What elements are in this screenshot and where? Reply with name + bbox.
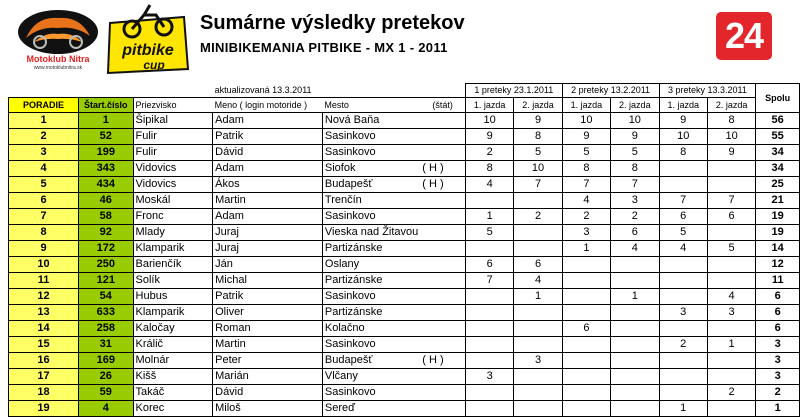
table-row bbox=[9, 225, 800, 241]
city-cell: Partizánske bbox=[322, 305, 420, 321]
name-cell: Dávid bbox=[213, 385, 323, 401]
state-cell bbox=[420, 241, 465, 257]
table-row bbox=[9, 113, 800, 129]
city-cell: Vieska nad Žitavou bbox=[322, 225, 420, 241]
total-points-cell: 19 bbox=[756, 209, 800, 225]
city-cell: Vlčany bbox=[322, 369, 420, 385]
race-1-ride-2-points bbox=[514, 225, 562, 241]
surname-cell: Solík bbox=[133, 273, 213, 289]
start-number-cell: 26 bbox=[79, 369, 134, 385]
race-3-ride-1-points bbox=[659, 289, 707, 305]
surname-cell: Vidovics bbox=[133, 161, 213, 177]
city-cell: Sasinkovo bbox=[322, 145, 420, 161]
race-2-ride-1-points: 8 bbox=[562, 161, 610, 177]
position-cell: 14 bbox=[9, 321, 79, 337]
total-points-cell: 3 bbox=[756, 337, 800, 353]
position-cell: 19 bbox=[9, 401, 79, 417]
state-cell bbox=[420, 145, 465, 161]
race-3-ride-1-points: 9 bbox=[659, 113, 707, 129]
table-row bbox=[9, 177, 800, 193]
results-table bbox=[8, 83, 800, 417]
race-3-ride-1-points bbox=[659, 321, 707, 337]
position-cell: 6 bbox=[9, 193, 79, 209]
surname-cell: Klamparik bbox=[133, 305, 213, 321]
start-number-header: Štart.číslo bbox=[79, 98, 134, 113]
surname-cell: Korec bbox=[133, 401, 213, 417]
state-cell bbox=[420, 369, 465, 385]
race-1-ride-2-points: 6 bbox=[514, 257, 562, 273]
position-cell: 17 bbox=[9, 369, 79, 385]
race-3-ride-1-points bbox=[659, 353, 707, 369]
race-3-ride-1-points bbox=[659, 385, 707, 401]
state-cell bbox=[420, 193, 465, 209]
race-2-ride-1-points: 10 bbox=[562, 113, 610, 129]
race-1-ride-1-points bbox=[465, 337, 513, 353]
race-3-ride-2-points bbox=[707, 177, 755, 193]
race-2-ride-1-points bbox=[562, 353, 610, 369]
total-points-cell: 21 bbox=[756, 193, 800, 209]
race-2-ride-2-points bbox=[611, 257, 659, 273]
motoklub-nitra-logo bbox=[16, 8, 100, 70]
race-2-ride-2-points bbox=[611, 353, 659, 369]
start-number-cell: 633 bbox=[79, 305, 134, 321]
position-cell: 5 bbox=[9, 177, 79, 193]
state-cell bbox=[420, 273, 465, 289]
city-cell: Sereď bbox=[322, 401, 420, 417]
position-cell: 11 bbox=[9, 273, 79, 289]
city-cell: Sasinkovo bbox=[322, 129, 420, 145]
race-2-ride-2-points bbox=[611, 385, 659, 401]
race-1-ride-1-points: 2 bbox=[465, 145, 513, 161]
race-2-ride-1-points bbox=[562, 369, 610, 385]
total-points-cell: 6 bbox=[756, 305, 800, 321]
name-cell: Juraj bbox=[213, 241, 323, 257]
state-cell bbox=[420, 337, 465, 353]
table-row bbox=[9, 289, 800, 305]
table-row bbox=[9, 369, 800, 385]
race-1-ride-2-points bbox=[514, 305, 562, 321]
surname-cell: Takáč bbox=[133, 385, 213, 401]
city-cell: Sasinkovo bbox=[322, 289, 420, 305]
surname-cell: Kišš bbox=[133, 369, 213, 385]
race-1-ride-2-points bbox=[514, 321, 562, 337]
table-row bbox=[9, 193, 800, 209]
race-1-ride-1-points: 3 bbox=[465, 369, 513, 385]
start-number-cell: 121 bbox=[79, 273, 134, 289]
name-cell: Marián bbox=[213, 369, 323, 385]
race-3-ride-1-points bbox=[659, 161, 707, 177]
race-3-ride-2-points bbox=[707, 353, 755, 369]
name-cell: Ákos bbox=[213, 177, 323, 193]
position-cell: 3 bbox=[9, 145, 79, 161]
race-2-ride-2-points: 9 bbox=[611, 129, 659, 145]
total-points-cell: 6 bbox=[756, 289, 800, 305]
name-cell: Martin bbox=[213, 337, 323, 353]
race-2-ride-1-points: 3 bbox=[562, 225, 610, 241]
total-points-cell: 25 bbox=[756, 177, 800, 193]
surname-cell: Klamparik bbox=[133, 241, 213, 257]
race-1-ride-1-points bbox=[465, 289, 513, 305]
race-1-ride-1-points: 6 bbox=[465, 257, 513, 273]
surname-cell: Šipikal bbox=[133, 113, 213, 129]
race-3-ride-1-points bbox=[659, 273, 707, 289]
race-3-ride-1-points: 2 bbox=[659, 337, 707, 353]
race-1-ride-2-points bbox=[514, 369, 562, 385]
race-1-ride-1-header: 1. jazda bbox=[465, 98, 513, 113]
race-3-ride-1-points bbox=[659, 177, 707, 193]
race-1-ride-1-points bbox=[465, 353, 513, 369]
race-3-ride-2-points bbox=[707, 369, 755, 385]
svg-text:cup: cup bbox=[143, 58, 165, 72]
total-points-cell: 2 bbox=[756, 385, 800, 401]
name-cell: Adam bbox=[213, 113, 323, 129]
table-row bbox=[9, 337, 800, 353]
position-cell: 7 bbox=[9, 209, 79, 225]
race-3-header: 3 preteky 13.3.2011 bbox=[659, 84, 756, 98]
surname-cell: Fronc bbox=[133, 209, 213, 225]
svg-text:Motoklub Nitra: Motoklub Nitra bbox=[26, 54, 90, 64]
race-2-ride-2-points bbox=[611, 369, 659, 385]
race-1-ride-1-points bbox=[465, 305, 513, 321]
race-1-ride-1-points: 7 bbox=[465, 273, 513, 289]
city-cell: Siofok bbox=[322, 161, 420, 177]
name-cell: Patrik bbox=[213, 129, 323, 145]
state-cell: ( H ) bbox=[420, 177, 465, 193]
start-number-cell: 169 bbox=[79, 353, 134, 369]
race-3-ride-1-points: 5 bbox=[659, 225, 707, 241]
race-3-ride-2-points: 6 bbox=[707, 209, 755, 225]
svg-text:pitbike: pitbike bbox=[122, 42, 174, 59]
race-3-ride-2-points: 3 bbox=[707, 305, 755, 321]
total-points-cell: 19 bbox=[756, 225, 800, 241]
table-row bbox=[9, 385, 800, 401]
table-row bbox=[9, 161, 800, 177]
race-1-ride-2-points: 8 bbox=[514, 129, 562, 145]
race-1-ride-1-points: 10 bbox=[465, 113, 513, 129]
name-cell: Martin bbox=[213, 193, 323, 209]
table-row bbox=[9, 305, 800, 321]
race-2-ride-1-points bbox=[562, 337, 610, 353]
race-3-ride-1-points: 7 bbox=[659, 193, 707, 209]
position-cell: 4 bbox=[9, 161, 79, 177]
name-cell: Michal bbox=[213, 273, 323, 289]
race-1-ride-2-points bbox=[514, 385, 562, 401]
race-1-ride-2-points: 9 bbox=[514, 113, 562, 129]
total-points-cell: 55 bbox=[756, 129, 800, 145]
poradie-header: PORADIE bbox=[9, 98, 79, 113]
race-2-ride-2-points bbox=[611, 337, 659, 353]
state-cell bbox=[420, 225, 465, 241]
race-3-ride-1-points bbox=[659, 369, 707, 385]
race-2-ride-2-points: 10 bbox=[611, 113, 659, 129]
race-2-ride-1-points bbox=[562, 385, 610, 401]
race-2-ride-2-points: 5 bbox=[611, 145, 659, 161]
race-2-ride-1-points: 7 bbox=[562, 177, 610, 193]
total-header: Spolu bbox=[756, 84, 800, 113]
race-3-ride-2-points bbox=[707, 321, 755, 337]
page-subtitle: MINIBIKEMANIA PITBIKE - MX 1 - 2011 bbox=[200, 40, 448, 55]
race-3-ride-2-points bbox=[707, 161, 755, 177]
race-3-ride-2-points: 7 bbox=[707, 193, 755, 209]
race-3-ride-1-points bbox=[659, 257, 707, 273]
race-1-ride-2-points bbox=[514, 193, 562, 209]
page-title: Sumárne výsledky pretekov bbox=[200, 12, 465, 34]
state-cell bbox=[420, 209, 465, 225]
state-cell bbox=[420, 289, 465, 305]
state-cell bbox=[420, 385, 465, 401]
tv24-logo-badge: 24 bbox=[716, 12, 772, 60]
race-2-ride-2-header: 2. jazda bbox=[611, 98, 659, 113]
total-points-cell: 12 bbox=[756, 257, 800, 273]
race-1-ride-2-points bbox=[514, 241, 562, 257]
total-points-cell: 34 bbox=[756, 161, 800, 177]
race-1-ride-2-header: 2. jazda bbox=[514, 98, 562, 113]
race-2-ride-2-points: 6 bbox=[611, 225, 659, 241]
race-3-ride-1-header: 1. jazda bbox=[659, 98, 707, 113]
race-3-ride-2-points: 2 bbox=[707, 385, 755, 401]
race-3-ride-2-points: 1 bbox=[707, 337, 755, 353]
state-cell: ( H ) bbox=[420, 161, 465, 177]
surname-cell: Kaločay bbox=[133, 321, 213, 337]
city-cell: Sasinkovo bbox=[322, 385, 420, 401]
race-2-ride-2-points: 1 bbox=[611, 289, 659, 305]
start-number-cell: 1 bbox=[79, 113, 134, 129]
header-row-columns bbox=[9, 98, 800, 113]
surname-header: Priezvisko bbox=[133, 98, 213, 113]
position-cell: 1 bbox=[9, 113, 79, 129]
race-3-ride-2-header: 2. jazda bbox=[707, 98, 755, 113]
race-2-ride-1-points bbox=[562, 257, 610, 273]
table-row bbox=[9, 209, 800, 225]
total-points-cell: 34 bbox=[756, 145, 800, 161]
name-cell: Patrik bbox=[213, 289, 323, 305]
city-cell: Kolačno bbox=[322, 321, 420, 337]
header-row-races bbox=[9, 84, 800, 98]
race-2-ride-1-points bbox=[562, 289, 610, 305]
position-cell: 2 bbox=[9, 129, 79, 145]
surname-cell: Molnár bbox=[133, 353, 213, 369]
start-number-cell: 172 bbox=[79, 241, 134, 257]
state-cell bbox=[420, 321, 465, 337]
total-points-cell: 6 bbox=[756, 321, 800, 337]
race-1-ride-2-points: 4 bbox=[514, 273, 562, 289]
state-header: (štát) bbox=[420, 98, 465, 113]
position-cell: 12 bbox=[9, 289, 79, 305]
state-cell bbox=[420, 113, 465, 129]
race-2-ride-1-points: 6 bbox=[562, 321, 610, 337]
table-row bbox=[9, 129, 800, 145]
name-cell: Roman bbox=[213, 321, 323, 337]
start-number-cell: 58 bbox=[79, 209, 134, 225]
name-cell: Juraj bbox=[213, 225, 323, 241]
race-1-ride-1-points: 1 bbox=[465, 209, 513, 225]
surname-cell: Mlady bbox=[133, 225, 213, 241]
race-3-ride-1-points: 8 bbox=[659, 145, 707, 161]
surname-cell: Fulir bbox=[133, 145, 213, 161]
race-2-ride-1-points: 9 bbox=[562, 129, 610, 145]
race-3-ride-1-points: 1 bbox=[659, 401, 707, 417]
race-2-ride-1-points: 5 bbox=[562, 145, 610, 161]
race-1-ride-2-points: 1 bbox=[514, 289, 562, 305]
race-3-ride-2-points bbox=[707, 257, 755, 273]
race-1-ride-1-points bbox=[465, 241, 513, 257]
table-row bbox=[9, 321, 800, 337]
state-cell: ( H ) bbox=[420, 353, 465, 369]
total-points-cell: 3 bbox=[756, 353, 800, 369]
race-3-ride-1-points: 6 bbox=[659, 209, 707, 225]
race-3-ride-2-points: 8 bbox=[707, 113, 755, 129]
race-3-ride-1-points: 10 bbox=[659, 129, 707, 145]
race-1-header: 1 preteky 23.1.2011 bbox=[465, 84, 562, 98]
city-cell: Oslany bbox=[322, 257, 420, 273]
race-2-header: 2 preteky 13.2.2011 bbox=[562, 84, 659, 98]
race-1-ride-1-points: 9 bbox=[465, 129, 513, 145]
race-3-ride-2-points: 4 bbox=[707, 289, 755, 305]
updated-label: aktualizovaná 13.3.2011 bbox=[214, 84, 312, 95]
city-cell: Budapešť bbox=[322, 177, 420, 193]
city-cell: Partizánske bbox=[322, 241, 420, 257]
race-1-ride-1-points: 4 bbox=[465, 177, 513, 193]
race-3-ride-2-points: 5 bbox=[707, 241, 755, 257]
race-1-ride-2-points: 10 bbox=[514, 161, 562, 177]
pitbike-cup-logo bbox=[104, 3, 190, 75]
city-cell: Nová Baňa bbox=[322, 113, 420, 129]
race-2-ride-2-points: 8 bbox=[611, 161, 659, 177]
race-2-ride-1-points: 1 bbox=[562, 241, 610, 257]
race-2-ride-1-points: 2 bbox=[562, 209, 610, 225]
position-cell: 16 bbox=[9, 353, 79, 369]
table-row bbox=[9, 257, 800, 273]
surname-cell: Barienčík bbox=[133, 257, 213, 273]
surname-cell: Fulir bbox=[133, 129, 213, 145]
start-number-cell: 258 bbox=[79, 321, 134, 337]
race-1-ride-1-points: 8 bbox=[465, 161, 513, 177]
position-cell: 15 bbox=[9, 337, 79, 353]
city-header: Mesto bbox=[322, 98, 420, 113]
race-1-ride-2-points: 7 bbox=[514, 177, 562, 193]
race-1-ride-1-points bbox=[465, 193, 513, 209]
city-cell: Sasinkovo bbox=[322, 209, 420, 225]
results-body bbox=[9, 113, 800, 417]
total-points-cell: 3 bbox=[756, 369, 800, 385]
start-number-cell: 54 bbox=[79, 289, 134, 305]
start-number-cell: 434 bbox=[79, 177, 134, 193]
race-1-ride-1-points bbox=[465, 321, 513, 337]
svg-text:www.motoklubnitra.sk: www.motoklubnitra.sk bbox=[33, 65, 83, 70]
table-row bbox=[9, 241, 800, 257]
race-2-ride-1-points: 4 bbox=[562, 193, 610, 209]
start-number-cell: 92 bbox=[79, 225, 134, 241]
city-cell: Budapešť bbox=[322, 353, 420, 369]
race-3-ride-1-points: 4 bbox=[659, 241, 707, 257]
total-points-cell: 56 bbox=[756, 113, 800, 129]
position-cell: 18 bbox=[9, 385, 79, 401]
table-row bbox=[9, 353, 800, 369]
start-number-cell: 46 bbox=[79, 193, 134, 209]
start-number-cell: 4 bbox=[79, 401, 134, 417]
race-1-ride-1-points bbox=[465, 385, 513, 401]
race-2-ride-1-points bbox=[562, 273, 610, 289]
race-1-ride-1-points: 5 bbox=[465, 225, 513, 241]
race-3-ride-2-points: 10 bbox=[707, 129, 755, 145]
start-number-cell: 250 bbox=[79, 257, 134, 273]
start-number-cell: 199 bbox=[79, 145, 134, 161]
name-cell: Peter bbox=[213, 353, 323, 369]
race-2-ride-2-points: 7 bbox=[611, 177, 659, 193]
name-header: Meno ( login motoride ) bbox=[213, 98, 323, 113]
race-2-ride-2-points: 3 bbox=[611, 193, 659, 209]
race-2-ride-1-header: 1. jazda bbox=[562, 98, 610, 113]
race-3-ride-2-points bbox=[707, 273, 755, 289]
surname-cell: Vidovics bbox=[133, 177, 213, 193]
race-2-ride-2-points bbox=[611, 273, 659, 289]
race-1-ride-2-points bbox=[514, 337, 562, 353]
name-cell: Dávid bbox=[213, 145, 323, 161]
race-2-ride-2-points bbox=[611, 305, 659, 321]
race-1-ride-2-points: 2 bbox=[514, 209, 562, 225]
name-cell: Ján bbox=[213, 257, 323, 273]
race-3-ride-2-points bbox=[707, 225, 755, 241]
race-2-ride-2-points: 4 bbox=[611, 241, 659, 257]
start-number-cell: 31 bbox=[79, 337, 134, 353]
position-cell: 13 bbox=[9, 305, 79, 321]
race-2-ride-2-points bbox=[611, 321, 659, 337]
race-2-ride-2-points: 2 bbox=[611, 209, 659, 225]
position-cell: 10 bbox=[9, 257, 79, 273]
name-cell: Adam bbox=[213, 209, 323, 225]
city-cell: Trenčín bbox=[322, 193, 420, 209]
state-cell bbox=[420, 129, 465, 145]
race-1-ride-2-points: 3 bbox=[514, 353, 562, 369]
surname-cell: Moskál bbox=[133, 193, 213, 209]
state-cell bbox=[420, 305, 465, 321]
name-cell: Oliver bbox=[213, 305, 323, 321]
state-cell bbox=[420, 257, 465, 273]
race-3-ride-2-points: 9 bbox=[707, 145, 755, 161]
start-number-cell: 52 bbox=[79, 129, 134, 145]
race-1-ride-2-points: 5 bbox=[514, 145, 562, 161]
city-cell: Sasinkovo bbox=[322, 337, 420, 353]
surname-cell: Hubus bbox=[133, 289, 213, 305]
city-cell: Partizánske bbox=[322, 273, 420, 289]
start-number-cell: 59 bbox=[79, 385, 134, 401]
race-3-ride-1-points: 3 bbox=[659, 305, 707, 321]
total-points-cell: 1 bbox=[756, 401, 800, 417]
position-cell: 8 bbox=[9, 225, 79, 241]
table-row bbox=[9, 145, 800, 161]
total-points-cell: 11 bbox=[756, 273, 800, 289]
table-row bbox=[9, 273, 800, 289]
name-cell: Miloš bbox=[213, 401, 323, 417]
name-cell: Adam bbox=[213, 161, 323, 177]
total-points-cell: 14 bbox=[756, 241, 800, 257]
race-2-ride-1-points bbox=[562, 305, 610, 321]
start-number-cell: 343 bbox=[79, 161, 134, 177]
position-cell: 9 bbox=[9, 241, 79, 257]
surname-cell: Králič bbox=[133, 337, 213, 353]
